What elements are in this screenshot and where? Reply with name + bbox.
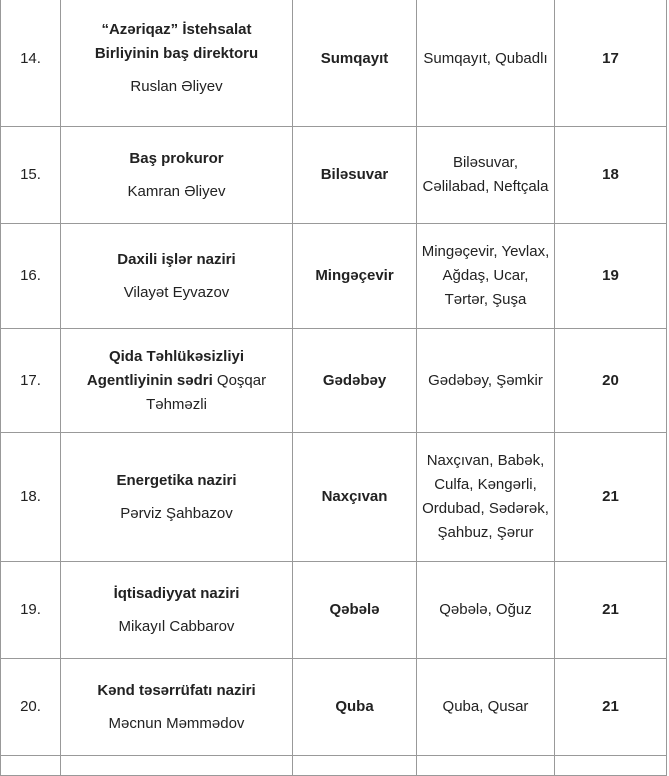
person-name: Məcnun Məmmədov <box>108 714 245 732</box>
count-cell: 19 <box>555 224 667 329</box>
person-name: Pərviz Şahbazov <box>120 504 233 522</box>
position-title: Daxili işlər naziri <box>117 250 236 268</box>
city-cell: Biləsuvar <box>293 127 417 224</box>
official-cell <box>61 433 293 562</box>
districts-cell: Mingəçevir, Yevlax, Ağdaş, Ucar, Tərtər, Şuşa <box>417 224 555 329</box>
city-cell: Quba <box>293 659 417 756</box>
count-cell: 17 <box>555 0 667 127</box>
count-cell: 21 <box>555 659 667 756</box>
official-cell <box>61 659 293 756</box>
count-cell: 20 <box>555 329 667 433</box>
table-row <box>1 0 667 127</box>
city-cell: Mingəçevir <box>293 224 417 329</box>
official-cell <box>61 329 293 433</box>
row-number: 20. <box>1 659 61 756</box>
position-title: Kənd təsərrüfatı naziri <box>97 681 256 699</box>
city-cell: Qəbələ <box>293 562 417 659</box>
person-name: Mikayıl Cabbarov <box>118 617 235 635</box>
official-cell <box>61 0 293 127</box>
city-cell: Sumqayıt <box>293 0 417 127</box>
table-row <box>1 127 667 224</box>
position-title-line: Agentliyinin sədri <box>86 371 213 389</box>
districts-cell: Sumqayıt, Qubadlı <box>417 0 555 127</box>
table-row <box>1 659 667 756</box>
districts-cell: Qəbələ, Oğuz <box>417 562 555 659</box>
row-number: 17. <box>1 329 61 433</box>
count-cell: 21 <box>555 562 667 659</box>
person-name: Ruslan Əliyev <box>130 78 223 95</box>
table-row <box>1 329 667 433</box>
row-number: 15. <box>1 127 61 224</box>
table-row <box>1 224 667 329</box>
row-number: 14. <box>1 0 61 127</box>
position-title: İqtisadiyyat naziri <box>113 584 240 602</box>
position-title: Baş prokuror <box>129 149 224 167</box>
person-name-line: Təhməzli <box>146 395 207 413</box>
city-cell: Gədəbəy <box>293 329 417 433</box>
table-row <box>1 433 667 562</box>
count-cell: 18 <box>555 127 667 224</box>
person-name: Qoşqar <box>212 371 267 389</box>
row-number: 16. <box>1 224 61 329</box>
districts-cell: Naxçıvan, Babək, Culfa, Kəngərli, Ordubad, Sədərək, Şahbuz, Şərur <box>417 433 555 562</box>
count-cell: 21 <box>555 433 667 562</box>
official-cell <box>61 127 293 224</box>
districts-cell: Biləsuvar, Cəlilabad, Neftçala <box>417 127 555 224</box>
districts-cell: Gədəbəy, Şəmkir <box>417 329 555 433</box>
city-cell: Naxçıvan <box>293 433 417 562</box>
row-number: 18. <box>1 433 61 562</box>
official-cell <box>61 562 293 659</box>
position-title: “Azəriqaz” İstehsalat Birliyinin baş direktoru <box>94 21 259 62</box>
official-cell <box>61 224 293 329</box>
position-title: Energetika naziri <box>116 471 237 489</box>
person-name: Kamran Əliyev <box>127 182 226 200</box>
table-row <box>1 562 667 659</box>
districts-cell: Quba, Qusar <box>417 659 555 756</box>
row-number: 19. <box>1 562 61 659</box>
table-row <box>1 756 667 776</box>
person-name: Vilayət Eyvazov <box>123 283 230 301</box>
position-title-line: Qida Təhlükəsizliyi <box>108 347 245 365</box>
